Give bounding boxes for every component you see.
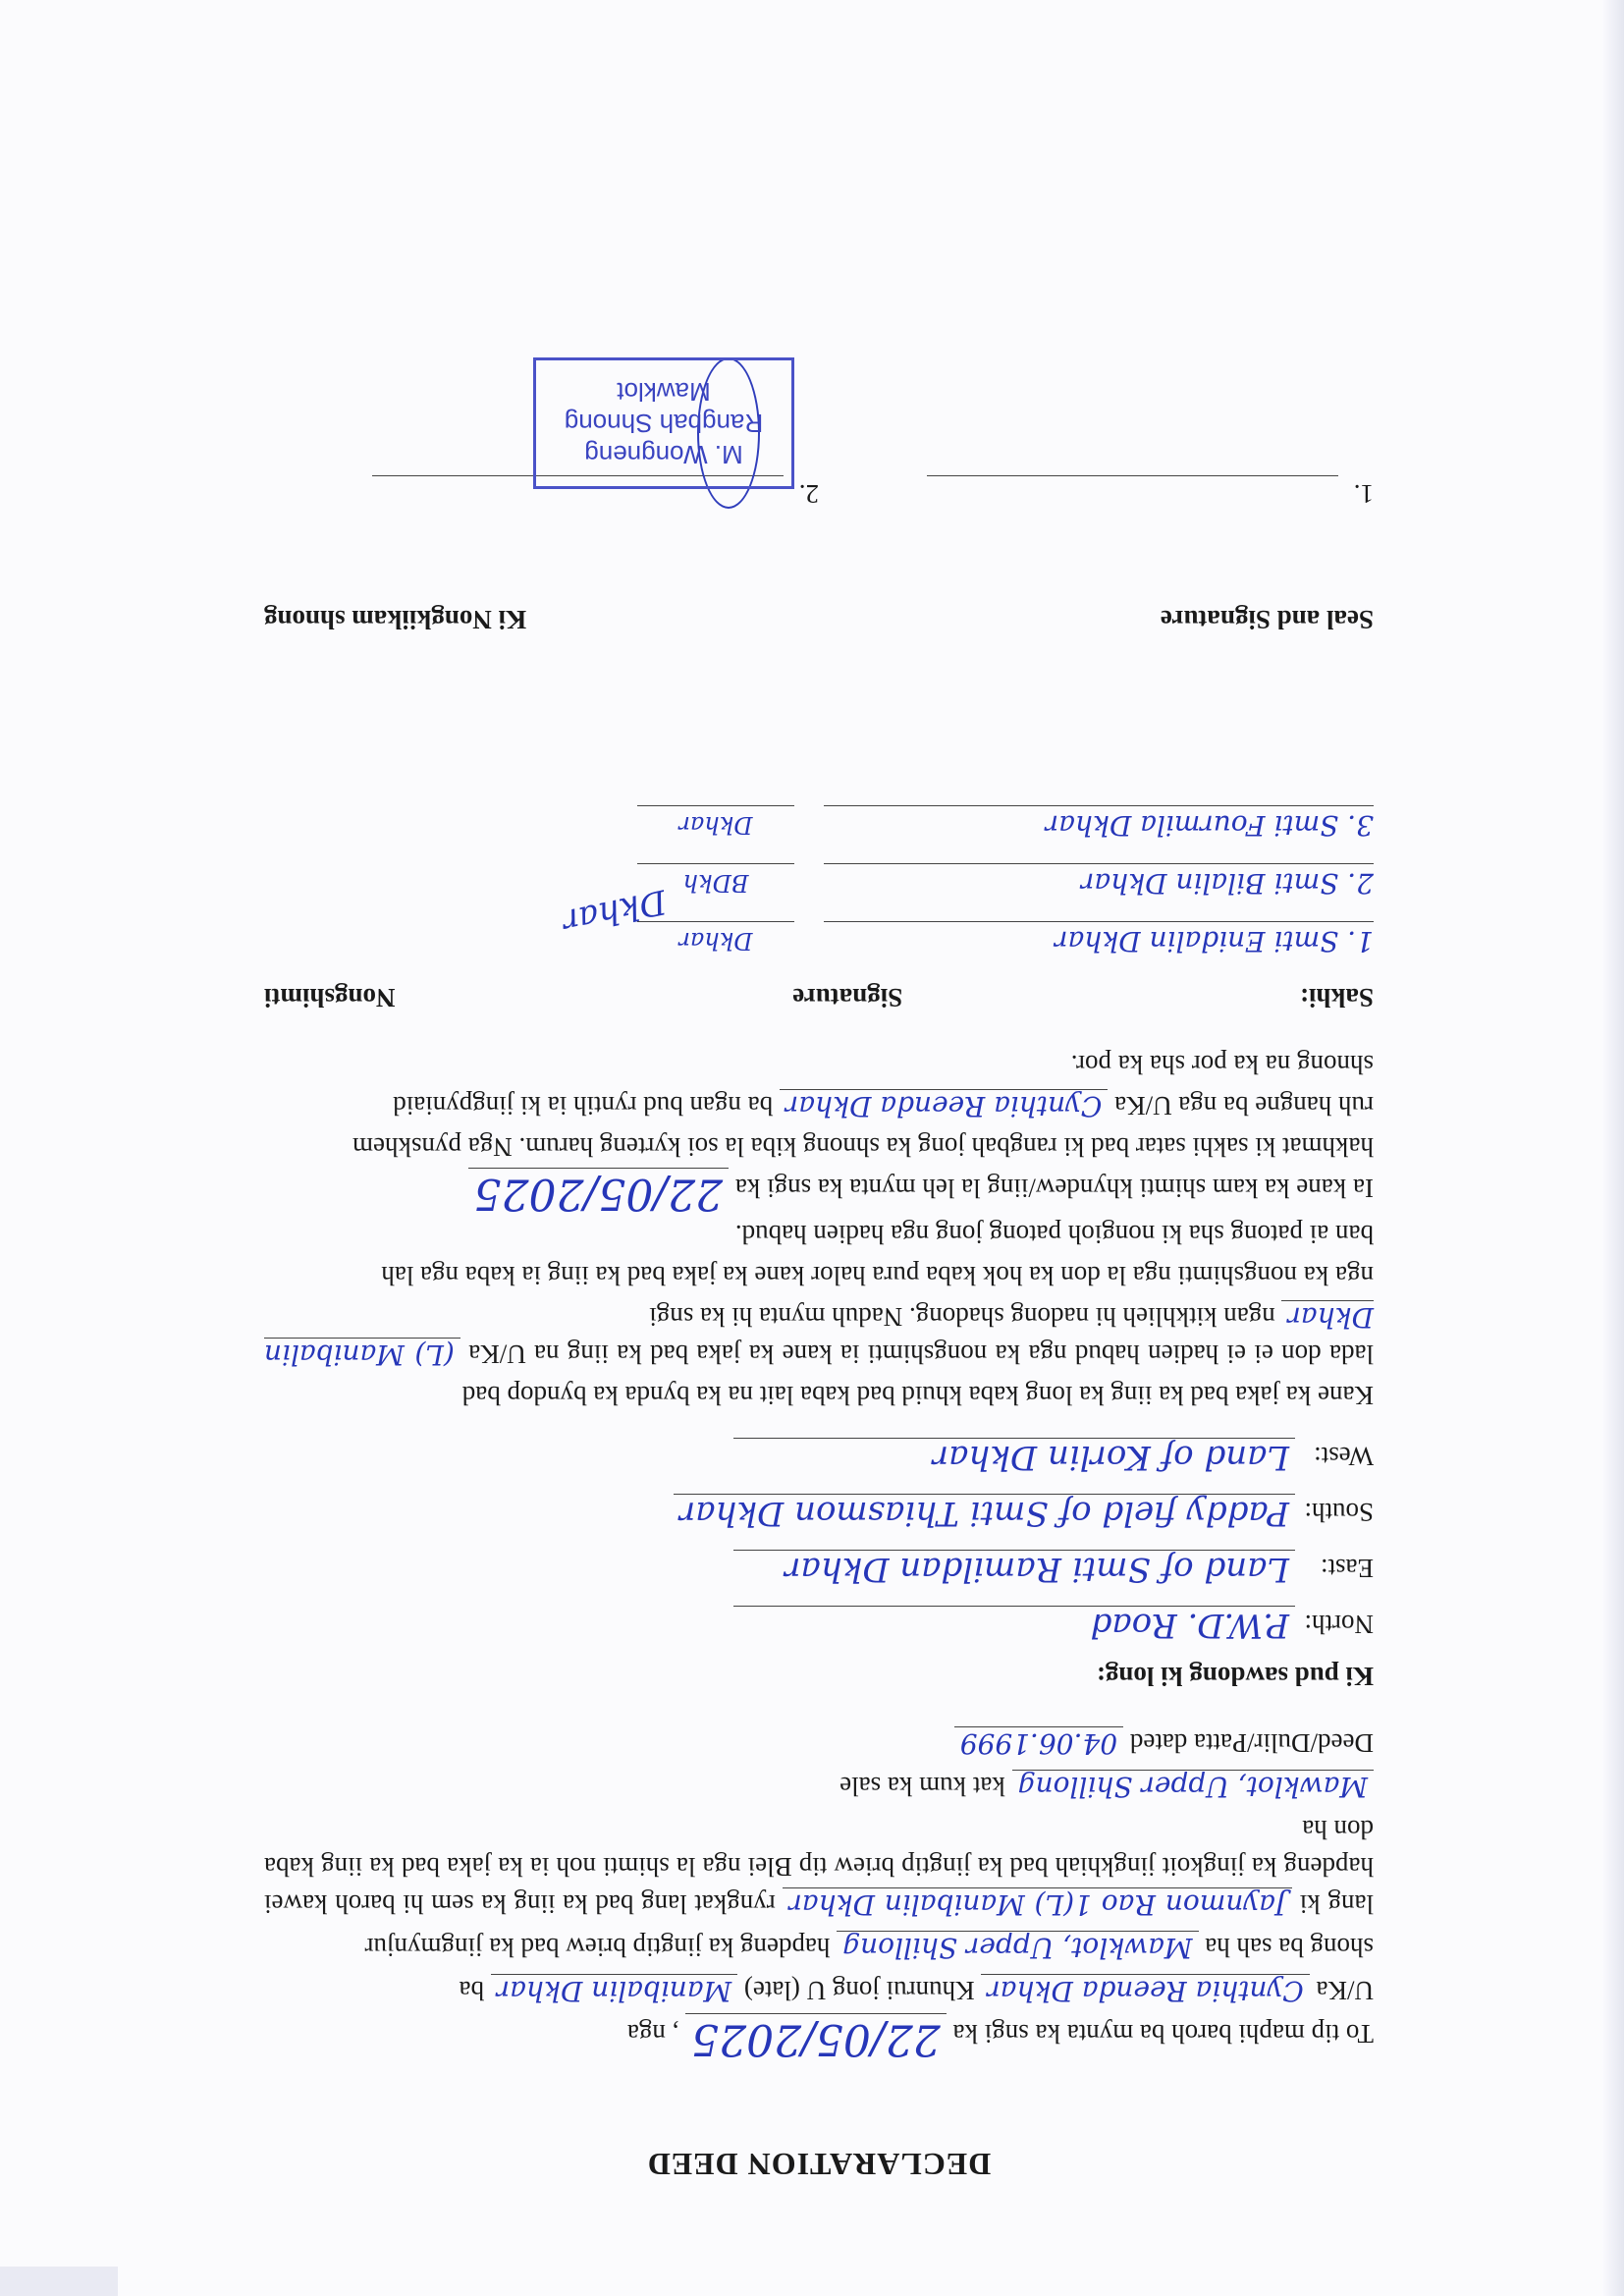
owner-signature: Dkhar — [559, 881, 670, 942]
heirs-handwritten: Jaynmon Rao 1(L) Manibalin Dkhar — [783, 1887, 1292, 1921]
page-title: DECLARATION DEED — [646, 2147, 992, 2182]
date-handwritten: 22/05/2025 — [685, 2013, 947, 2064]
boundary-west: West: Land of Korlin Dkhar — [264, 1438, 1374, 1476]
beneficiary-name: Cynthia Reenda Dkhar — [780, 1089, 1108, 1122]
rangbah-shnong-stamp: M. Wongneng Rangbah Shnong Mawklot — [533, 357, 794, 489]
transfer-paragraph: Kane ka jaka bad ka iing ka long kaba khuid bad kaba lait na ka bynda ka byndop bad lada don ei ei hadien habud nga ka nongshimti ia kane ka jaka bad ka iing na U/Ka (L) Manibalin Dkhar ngan kitkhlieh hi nadong shadong. Naduh mynta hi ka sngi nga ka nongshimti nga la don ka hok kaba pura halor kane ka jaka bad ka iing ia kaba nga lah ban ai patong sha ki nongioh patong jong nga hadien habud. Ia kane ka kam shimti khyndew/iing la leh mynta ka sngi ka 22/05/2025 hakhmat ki sakhi satar bad ki rangbah jong ka shnong kiba la soi kyrteng harum. Nga pynskhem ruh hangne ba nga U/Ka Cynthia Reenda Dkhar ba ngan bud ryntih ia ki jingpyniaid shnong na ka por sha ka por. — [263, 1050, 1374, 1410]
boundary-north: North: P.W.D. Road — [264, 1606, 1374, 1644]
boundaries-heading: Ki pud sawdong ki long: — [1096, 1662, 1374, 1691]
place-handwritten: Mawklot, Upper Shillong — [837, 1931, 1198, 1964]
declaration-paragraph: To tip maphi baroh ba mynta ka sngi ka 22/05/2025 , nga U/Ka Cynthia Reenda Dkhar Khunrui jong U (late) Manibalin Dkhar ba shong ba sah ha Mawklot, Upper Shillong hapdeng ka jingtip briew bad ka jingmynjur lang ki Jaynmon Rao 1(L) Manibalin Dkhar ryngkat lang bad ka iing ka sem hi baroh kawei hapdeng ka jingkoit jingkhiah bad ka jingtip briew tip Blei nga la shimti noh ia ka jaka bad ka iing kaba don ha Mawklot, Upper Shillong kat kum ka sale Deed/Dulir/Patta dated 04.06.1999 — [264, 1727, 1374, 2064]
deed-date-handwritten: 04.06.1999 — [954, 1726, 1123, 1760]
footer-labels: Seal and Signature Ki Nongkiikam shnong — [264, 605, 1374, 634]
witness-3: 3. Smti Fourmila Dkhar Dkhar — [264, 805, 1374, 844]
witness-1: 1. Smti Enidalin Dkhar Dkhar — [264, 921, 1374, 959]
affirm-date-handwritten: 22/05/2025 — [468, 1168, 730, 1219]
boundary-south: South: Paddy field of Smti Thiasmon Dkhar — [264, 1494, 1374, 1532]
father-name: Manibalin Dkhar — [491, 1974, 737, 2007]
page-edge — [1602, 0, 1624, 2296]
declarant-name: Cynthia Reenda Dkhar — [981, 1974, 1309, 2007]
witness-2: 2. Smti Bilalin Dkhar BDkh — [264, 863, 1374, 902]
signature-header: Sakhi: Signature Nongshimti — [264, 983, 1374, 1012]
boundary-east: East: Land of Smti Ramildan Dkhar — [264, 1550, 1374, 1588]
heir-name: (L) Manibalin Dkhar — [263, 1301, 1374, 1371]
blank-lines: 1. 2. — [264, 475, 1374, 513]
location-handwritten: Mawklot, Upper Shillong — [1012, 1770, 1374, 1803]
paper-fold — [0, 2267, 118, 2296]
